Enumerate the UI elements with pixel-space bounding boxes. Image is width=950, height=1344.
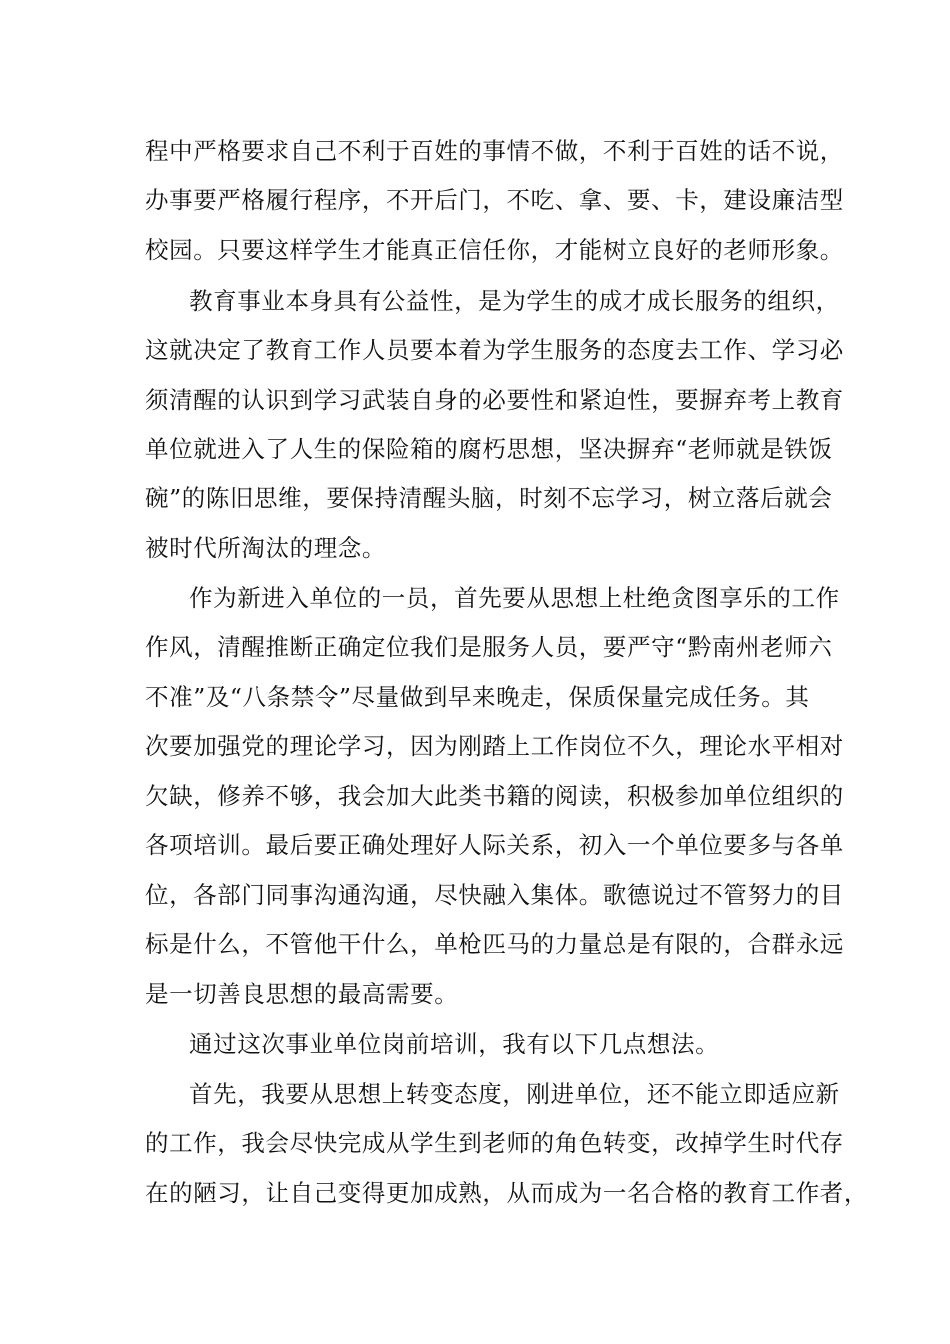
- paragraph-first-line: 首先，我要从思想上转变态度，刚进单位，还不能立即适应新: [189, 1080, 840, 1108]
- text-line: 欠缺，修养不够，我会加大此类书籍的阅读，积极参加单位组织的: [145, 782, 844, 810]
- text-line: 位，各部门同事沟通沟通，尽快融入集体。歌德说过不管努力的目: [145, 881, 844, 909]
- text-line: 次要加强党的理论学习，因为刚踏上工作岗位不久，理论水平相对: [145, 732, 844, 760]
- text-line: 校园。只要这样学生才能真正信任你，才能树立良好的老师形象。: [145, 236, 844, 264]
- paragraph-first-line: 教育事业本身具有公益性，是为学生的成才成长服务的组织，: [189, 287, 840, 315]
- paragraph-first-line: 作为新进入单位的一员，首先要从思想上杜绝贪图享乐的工作: [189, 584, 840, 612]
- paragraph-first-line: 通过这次事业单位岗前培训，我有以下几点想法。: [189, 1030, 720, 1058]
- text-line: 须清醒的认识到学习武装自身的必要性和紧迫性，要摒弃考上教育: [145, 386, 844, 414]
- text-line: 单位就进入了人生的保险箱的腐朽思想，坚决摒弃“老师就是铁饭: [145, 435, 833, 463]
- text-line: 被时代所淘汰的理念。: [145, 534, 386, 562]
- text-line: 程中严格要求自己不利于百姓的事情不做，不利于百姓的话不说，: [145, 137, 844, 165]
- text-line: 的工作，我会尽快完成从学生到老师的角色转变，改掉学生时代存: [145, 1129, 844, 1157]
- text-line: 各项培训。最后要正确处理好人际关系，初入一个单位要多与各单: [145, 831, 844, 859]
- text-line: 标是什么，不管他干什么，单枪匹马的力量总是有限的，合群永远: [145, 930, 844, 958]
- text-line: 办事要严格履行程序，不开后门，不吃、拿、要、卡，建设廉洁型: [145, 186, 844, 214]
- text-line: 碗”的陈旧思维，要保持清醒头脑，时刻不忘学习，树立落后就会: [145, 484, 833, 512]
- text-line: 这就决定了教育工作人员要本着为学生服务的态度去工作、学习必: [145, 336, 844, 364]
- text-line: 作风，清醒推断正确定位我们是服务人员，要严守“黔南州老师六: [145, 633, 833, 661]
- text-line: 不准”及“八条禁令”尽量做到早来晚走，保质保量完成任务。其: [145, 683, 810, 711]
- text-line: 是一切善良思想的最高需要。: [145, 980, 459, 1008]
- text-line: 在的陋习，让自己变得更加成熟，从而成为一名合格的教育工作者，: [145, 1179, 868, 1207]
